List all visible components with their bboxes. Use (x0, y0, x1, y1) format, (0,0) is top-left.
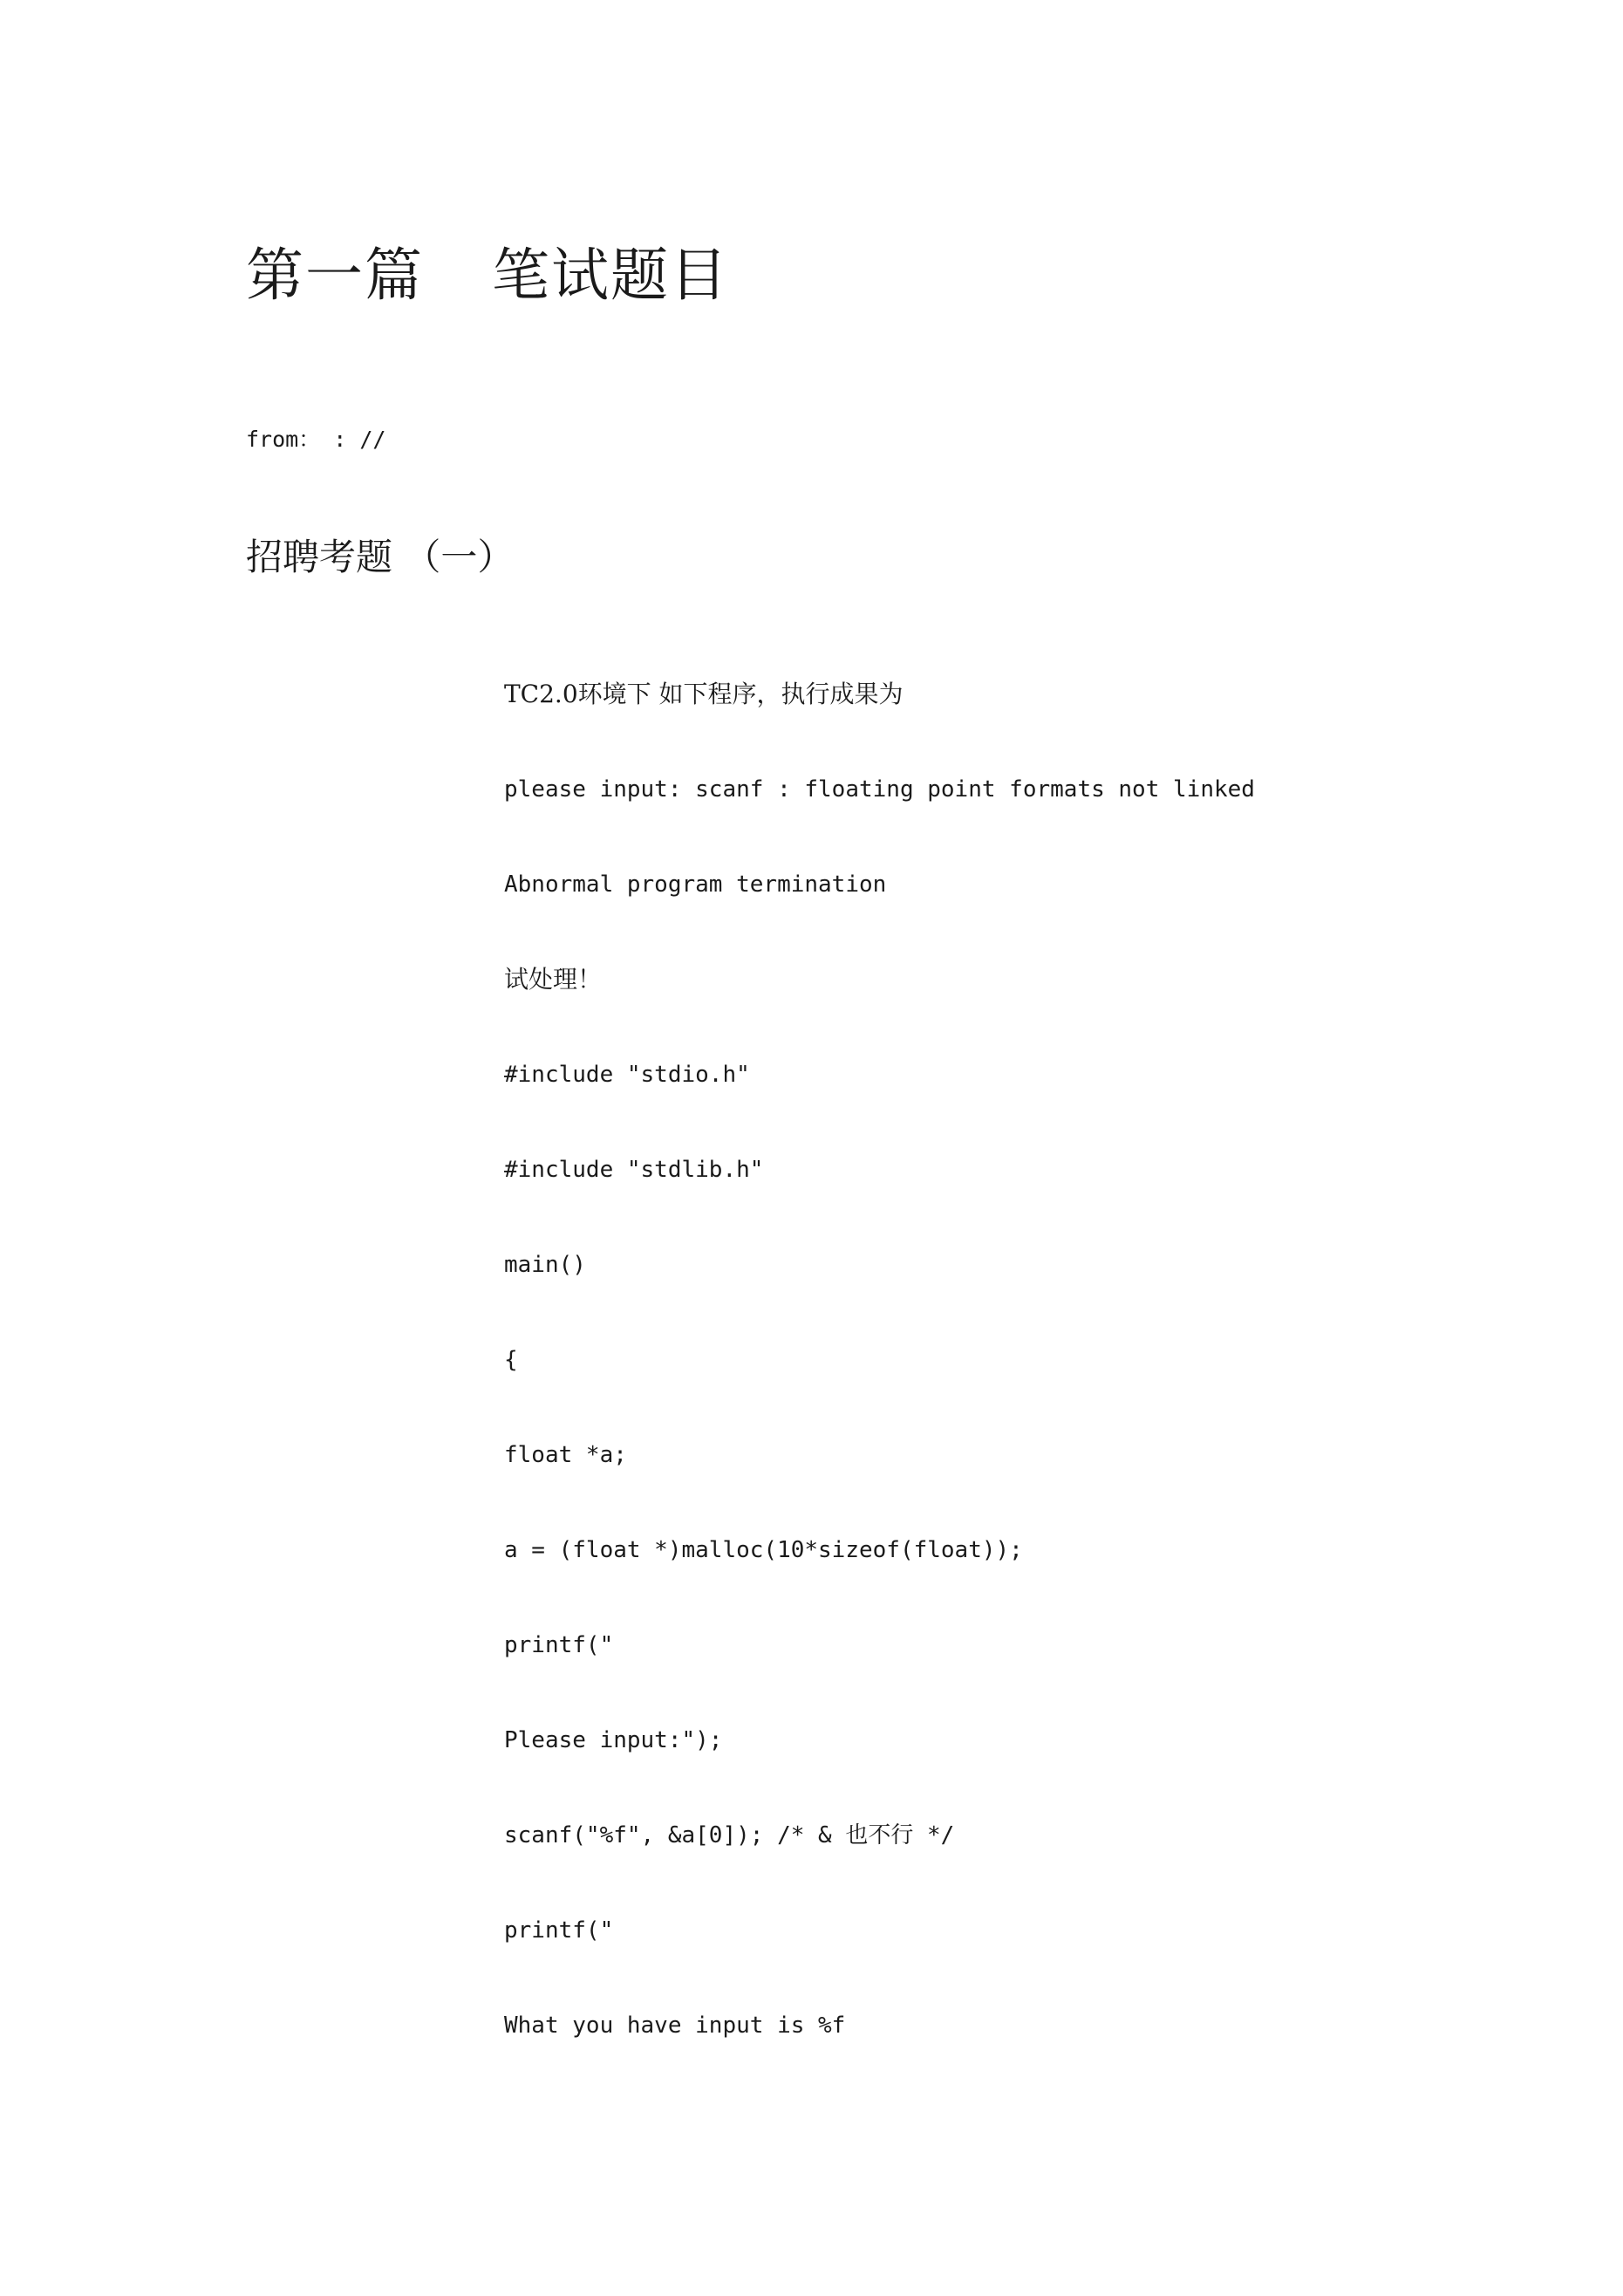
code-block (504, 677, 1551, 2103)
code-line: printf(" (504, 1917, 614, 1944)
code-line: scanf("%f", &a[0]); /* & 也不行 */ (504, 1822, 955, 1848)
code-line: float *a; (504, 1442, 627, 1468)
code-line: What you have input is %f (504, 2012, 846, 2039)
error-message-line: Abnormal program termination (504, 871, 887, 898)
section-heading: 招聘考题 （一） (246, 536, 515, 578)
code-line: Please input:"); (504, 1727, 723, 1753)
question-line: TC2.0环境下 如下程序，执行成果为 (504, 680, 904, 708)
chapter-title-number: 第一篇 (246, 242, 424, 309)
code-line: #include "stdlib.h" (504, 1157, 764, 1183)
instruction-line: 试处理！ (504, 965, 603, 994)
code-line: main() (504, 1252, 586, 1278)
code-line: printf(" (504, 1632, 614, 1658)
chapter-title (246, 229, 729, 311)
source-line: from： : // (246, 427, 386, 452)
chapter-title-text: 笔试题目 (492, 242, 729, 309)
code-line: a = (float *)malloc(10*sizeof(float)); (504, 1537, 1023, 1563)
code-line: #include "stdio.h" (504, 1062, 750, 1088)
error-message-line: please input: scanf : floating point formats not linked (504, 776, 1255, 803)
code-line: { (504, 1347, 518, 1373)
